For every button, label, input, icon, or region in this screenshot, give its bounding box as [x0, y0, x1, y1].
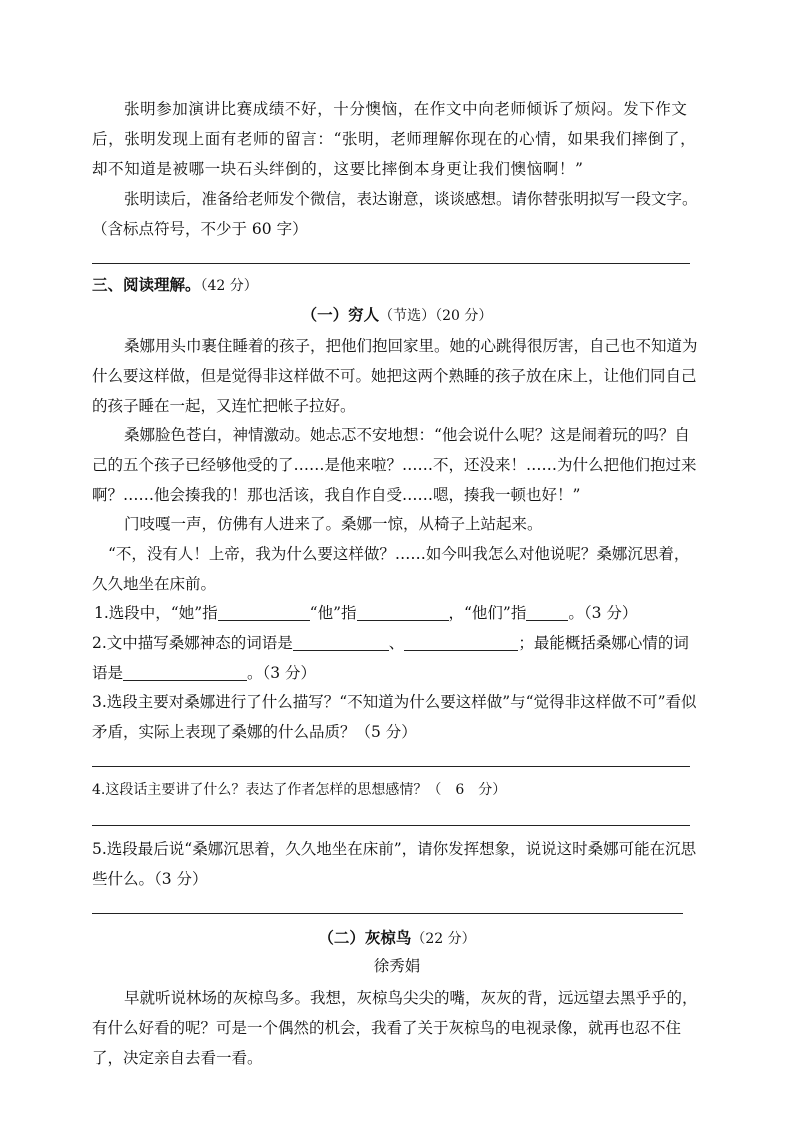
answer-blank-1a[interactable] — [218, 602, 310, 621]
answer-blank-2a[interactable] — [293, 632, 389, 651]
passage1-paragraph-2: 桑娜脸色苍白，神情激动。她忐忑不安地想：“他会说什么呢？这是闹着玩的吗？自己的五个孩子已经够他受的了……是他来啦？……不，还没来！……为什么把他们抱过来啊？……他会揍我的！那也活该，我自作自受……嗯，揍我一顿也好！” — [92, 426, 697, 504]
answer-blank-1b[interactable] — [357, 602, 449, 621]
writing-prompt-task: 张明读后，准备给老师发个微信，表达谢意，谈谈感想。请你替张明拟写一段文字。（含标点符号，不少于 60 字） — [92, 190, 698, 238]
passage1-title-line — [0, 303, 794, 328]
question-3: 3.选段主要对桑娜进行了什么描写？“不知道为什么要这样做”与“觉得非这样做不可”看似矛盾，实际上表现了桑娜的什么品质？（5 分） — [92, 693, 697, 741]
question-4: 4.这段话主要讲了什么？表达了作者怎样的思想感情？（ 6 分） — [92, 782, 507, 798]
section3-heading — [92, 270, 704, 301]
passage1-paragraph-4: “不，没有人！上帝，我为什么要这样做？……如今叫我怎么对他说呢？桑娜沉思着，久久地坐在床前。 — [92, 545, 690, 593]
answer-blank-2c[interactable] — [123, 662, 247, 681]
section3-score: （42 分） — [200, 278, 258, 294]
question-2: 2.文中描写桑娜神态的词语是 、 ；最能概括桑娜心情的词 语是 。（3 分） — [92, 634, 689, 682]
section3-title: 三、阅读理解。 — [92, 275, 201, 294]
answer-line-writing — [92, 263, 690, 264]
answer-line-q4[interactable] — [92, 825, 690, 826]
answer-line-q5[interactable] — [92, 913, 683, 914]
answer-blank-2b[interactable] — [404, 632, 518, 651]
passage1-note: （节选） — [379, 308, 436, 324]
answer-blank-1c[interactable] — [526, 602, 568, 621]
passage2-author: 徐秀娟 — [373, 957, 421, 975]
answer-line-q3[interactable] — [92, 766, 690, 767]
passage1-title: （一）穷人 — [301, 305, 380, 324]
passage2-score: （22 分） — [411, 931, 476, 947]
writing-prompt-intro: 张明参加演讲比赛成绩不好，十分懊恼，在作文中向老师倾诉了烦闷。发下作文后，张明发现上面有老师的留言：“张明，老师理解你现在的心情，如果我们摔倒了，却不知道是被哪一块石头绊倒的，这要比摔倒本身更让我们懊恼啊！” — [92, 100, 697, 178]
question-1: 1.选段中，“她”指 “他”指 ，“他们”指 。（3 分） — [94, 604, 638, 622]
passage1-paragraph-3: 门吱嘎一声，仿佛有人进来了。桑娜一惊，从椅子上站起来。 — [124, 515, 543, 533]
passage1-score: （20 分） — [435, 308, 493, 324]
question-5: 5.选段最后说“桑娜沉思着，久久地坐在床前”，请你发挥想象，说说这时桑娜可能在沉思些什么。（3 分） — [92, 840, 697, 888]
passage2-paragraph-1: 早就听说林场的灰椋鸟多。我想，灰椋鸟尖尖的嘴，灰灰的背，远远望去黑乎乎的，有什么好看的呢？可是一个偶然的机会，我看了关于灰椋鸟的电视录像，就再也忍不住了，决定亲自去看一看。 — [92, 989, 698, 1067]
passage1-paragraph-1: 桑娜用头巾裹住睡着的孩子，把他们抱回家里。她的心跳得很厉害，自己也不知道为什么要这样做，但是觉得非这样做不可。她把这两个熟睡的孩子放在床上，让他们同自己的孩子睡在一起，又连忙把帐子拉好。 — [92, 337, 698, 415]
passage2-title: （二）灰椋鸟 — [318, 928, 412, 947]
passage2-title-line — [0, 926, 794, 951]
